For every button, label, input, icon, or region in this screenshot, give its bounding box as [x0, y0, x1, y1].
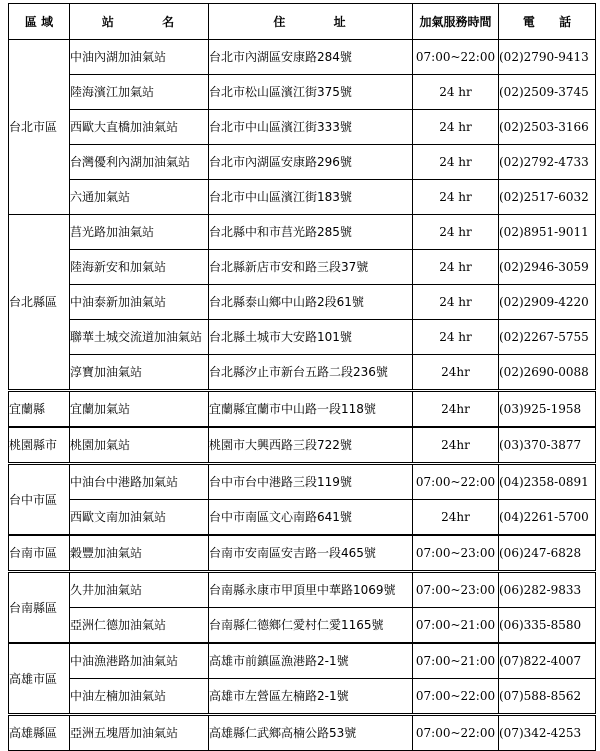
- hours-cell: 24hr: [413, 355, 499, 391]
- phone-cell: (02)8951-9011: [499, 215, 596, 250]
- address-cell: 台北市中山區濱江街333號: [209, 110, 413, 145]
- table-row: [9, 145, 596, 180]
- hours-cell: 07:00~21:00: [413, 643, 499, 679]
- station-cell: 六通加氣站: [70, 180, 209, 215]
- hours-cell: 07:00~22:00: [413, 679, 499, 715]
- address-cell: 台北縣土城市大安路101號: [209, 320, 413, 355]
- hours-cell: 07:00~22:00: [413, 464, 499, 500]
- station-cell: 莒光路加油氣站: [70, 215, 209, 250]
- region-cell: 高雄市區: [9, 643, 70, 715]
- header-address: 住 址: [209, 4, 413, 40]
- phone-cell: (02)2517-6032: [499, 180, 596, 215]
- station-cell: 聯華土城交流道加油氣站: [70, 320, 209, 355]
- station-cell: 穀豐加油氣站: [70, 535, 209, 572]
- phone-cell: (07)588-8562: [499, 679, 596, 715]
- hours-cell: 24 hr: [413, 215, 499, 250]
- address-cell: 台中市台中港路三段119號: [209, 464, 413, 500]
- station-cell: 久井加油氣站: [70, 572, 209, 608]
- phone-cell: (06)247-6828: [499, 535, 596, 572]
- phone-cell: (07)342-4253: [499, 715, 596, 751]
- address-cell: 台南市安南區安吉路一段465號: [209, 535, 413, 572]
- hours-cell: 07:00~21:00: [413, 608, 499, 644]
- station-cell: 中油左楠加油氣站: [70, 679, 209, 715]
- hours-cell: 07:00~23:00: [413, 572, 499, 608]
- station-cell: 中油泰新加油氣站: [70, 285, 209, 320]
- region-cell: 台北市區: [9, 40, 70, 215]
- table-row: [9, 180, 596, 215]
- address-cell: 台北市松山區濱江街375號: [209, 75, 413, 110]
- region-cell: 台北縣區: [9, 215, 70, 391]
- phone-cell: (02)2792-4733: [499, 145, 596, 180]
- table-row: [9, 500, 596, 536]
- station-cell: 桃園加氣站: [70, 427, 209, 464]
- phone-cell: (03)370-3877: [499, 427, 596, 464]
- address-cell: 台北縣汐止市新台五路二段236號: [209, 355, 413, 391]
- station-cell: 亞洲仁德加油氣站: [70, 608, 209, 644]
- address-cell: 台北市中山區濱江街183號: [209, 180, 413, 215]
- phone-cell: (02)2909-4220: [499, 285, 596, 320]
- region-cell: 高雄縣區: [9, 715, 70, 751]
- table-row: [9, 391, 596, 428]
- phone-cell: (02)2690-0088: [499, 355, 596, 391]
- station-cell: 宜蘭加氣站: [70, 391, 209, 428]
- phone-cell: (02)2267-5755: [499, 320, 596, 355]
- station-cell: 淳寶加油氣站: [70, 355, 209, 391]
- hours-cell: 24 hr: [413, 75, 499, 110]
- address-cell: 台北市內湖區安康路296號: [209, 145, 413, 180]
- station-cell: 陸海濱江加氣站: [70, 75, 209, 110]
- table-row: [9, 427, 596, 464]
- address-cell: 宜蘭縣宜蘭市中山路一段118號: [209, 391, 413, 428]
- table-row: [9, 679, 596, 715]
- address-cell: 高雄市前鎮區漁港路2-1號: [209, 643, 413, 679]
- hours-cell: 07:00~23:00: [413, 535, 499, 572]
- phone-cell: (03)925-1958: [499, 391, 596, 428]
- phone-cell: (02)2503-3166: [499, 110, 596, 145]
- hours-cell: 24 hr: [413, 250, 499, 285]
- station-cell: 台灣優利內湖加油氣站: [70, 145, 209, 180]
- region-cell: 桃園縣市: [9, 427, 70, 464]
- phone-cell: (06)282-9833: [499, 572, 596, 608]
- table-row: [9, 715, 596, 751]
- hours-cell: 24 hr: [413, 285, 499, 320]
- station-cell: 西歐文南加油氣站: [70, 500, 209, 536]
- header-phone: 電 話: [499, 4, 596, 40]
- table-header-row: [9, 4, 596, 40]
- table-row: [9, 285, 596, 320]
- address-cell: 台南縣仁德鄉仁愛村仁愛1165號: [209, 608, 413, 644]
- table-row: [9, 40, 596, 75]
- address-cell: 台南縣永康市甲頂里中華路1069號: [209, 572, 413, 608]
- table-row: [9, 250, 596, 285]
- hours-cell: 24 hr: [413, 180, 499, 215]
- table-row: [9, 572, 596, 608]
- hours-cell: 24hr: [413, 427, 499, 464]
- address-cell: 台北縣中和市莒光路285號: [209, 215, 413, 250]
- phone-cell: (02)2946-3059: [499, 250, 596, 285]
- table-row: [9, 355, 596, 391]
- address-cell: 高雄市左營區左楠路2-1號: [209, 679, 413, 715]
- table-row: [9, 535, 596, 572]
- hours-cell: 24 hr: [413, 320, 499, 355]
- table-row: [9, 75, 596, 110]
- table-row: [9, 643, 596, 679]
- address-cell: 台北縣新店市安和路三段37號: [209, 250, 413, 285]
- table-row: [9, 608, 596, 644]
- header-station: 站 名: [70, 4, 209, 40]
- hours-cell: 24 hr: [413, 110, 499, 145]
- table-body: [9, 40, 596, 751]
- region-cell: 台中市區: [9, 464, 70, 536]
- address-cell: 高雄縣仁武鄉高楠公路53號: [209, 715, 413, 751]
- phone-cell: (06)335-8580: [499, 608, 596, 644]
- station-cell: 陸海新安和加氣站: [70, 250, 209, 285]
- header-hours: 加氣服務時間: [413, 4, 499, 40]
- phone-cell: (07)822-4007: [499, 643, 596, 679]
- phone-cell: (04)2358-0891: [499, 464, 596, 500]
- table-row: [9, 215, 596, 250]
- header-region: 區 域: [9, 4, 70, 40]
- station-cell: 中油漁港路加油氣站: [70, 643, 209, 679]
- table-row: [9, 110, 596, 145]
- hours-cell: 24hr: [413, 391, 499, 428]
- phone-cell: (02)2790-9413: [499, 40, 596, 75]
- station-cell: 中油台中港路加氣站: [70, 464, 209, 500]
- region-cell: 台南市區: [9, 535, 70, 572]
- hours-cell: 07:00~22:00: [413, 40, 499, 75]
- region-cell: 宜蘭縣: [9, 391, 70, 428]
- gas-station-table: [8, 3, 596, 751]
- phone-cell: (02)2509-3745: [499, 75, 596, 110]
- address-cell: 桃園市大興西路三段722號: [209, 427, 413, 464]
- table-row: [9, 464, 596, 500]
- region-cell: 台南縣區: [9, 572, 70, 644]
- address-cell: 台北市內湖區安康路284號: [209, 40, 413, 75]
- station-cell: 西歐大直橋加油氣站: [70, 110, 209, 145]
- hours-cell: 07:00~22:00: [413, 715, 499, 751]
- phone-cell: (04)2261-5700: [499, 500, 596, 536]
- station-cell: 中油內湖加油氣站: [70, 40, 209, 75]
- address-cell: 台北縣泰山鄉中山路2段61號: [209, 285, 413, 320]
- hours-cell: 24hr: [413, 500, 499, 536]
- station-cell: 亞洲五塊厝加油氣站: [70, 715, 209, 751]
- table-row: [9, 320, 596, 355]
- hours-cell: 24 hr: [413, 145, 499, 180]
- address-cell: 台中市南區文心南路641號: [209, 500, 413, 536]
